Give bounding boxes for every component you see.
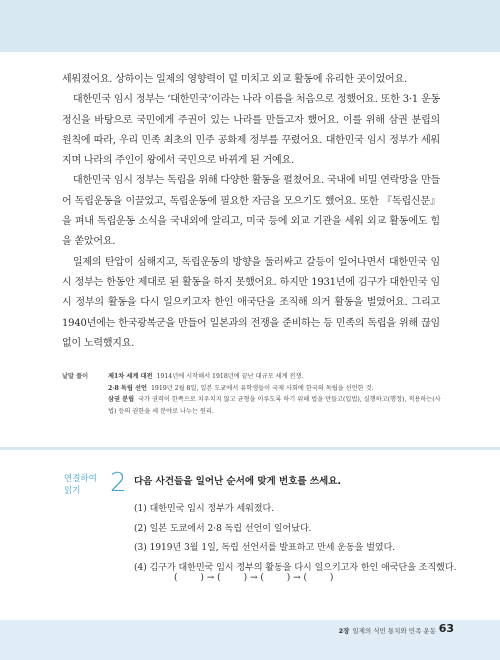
glossary-definition: 1914년에 시작해서 1918년에 끝난 대규모 세계 전쟁.: [156, 373, 304, 380]
paragraph: 세워졌어요. 상하이는 일제의 영향력이 덜 미치고 외교 활동에 유리한 곳이었어요.: [62, 74, 407, 85]
glossary-definition: 1919년 2월 8일, 일본 도쿄에서 유학생들이 국제 사회에 한국의 독립을 선언한 것.: [150, 384, 374, 392]
footer-title: 일제의 식민 통치와 민족 운동: [352, 627, 436, 635]
glossary-term: 제1차 세계 대전: [108, 373, 153, 380]
glossary-heading: 낱말 풀이: [62, 373, 89, 380]
exercise-label-line: 읽기: [64, 486, 81, 496]
glossary-term: 2·8 독립 선언: [108, 384, 147, 392]
exercise-item: (3) 1919년 3월 1일, 독립 선언서를 발표하고 만세 운동을 벌였다.: [134, 543, 396, 553]
paragraph: 대한민국 임시 정부는 ‘대한민국’이라는 나라 이름을 처음으로 정했어요. 또한 3·1 운동 정신을 바탕으로 국민에게 주권이 있는 나라를 만들고자 했어요. 이를 위해 삼권 분립의 원칙에 따라, 우리 민족 최초의 민주 공화제 정부를 꾸렸어요. 대한민국 임시 정부가 세워지며 나라의 주인이 왕에서 국민으로 바뀌게 된 거예요.: [62, 94, 440, 167]
section-divider: [0, 447, 500, 450]
answer-blanks[interactable]: ( ) → ( ) → ( ) → ( ): [174, 573, 334, 583]
glossary-term: 삼권 분립: [108, 396, 135, 403]
exercise-items: [134, 500, 464, 578]
header-band: [0, 0, 500, 52]
exercise-item: (2) 일본 도쿄에서 2·8 독립 선언이 일어났다.: [134, 523, 312, 534]
glossary-item: [108, 383, 448, 395]
glossary-item: [108, 394, 448, 417]
main-text: [62, 70, 440, 354]
exercise-label: [64, 473, 104, 497]
glossary-list: [108, 371, 448, 417]
glossary-item: [108, 371, 448, 383]
glossary-box: [62, 371, 454, 439]
paragraph: 일제의 탄압이 심해지고, 독립운동의 방향을 둘러싸고 갈등이 일어나면서 대한민국 임시 정부는 한동안 제대로 된 활동을 하지 못했어요. 하지만 1931년에 김구가 대한민국 임시 정부의 활동을 다시 일으키고자 한인 애국단을 조직해 의거 활동을 벌였어요. 그리고 1940년에는 한국광복군을 만들어 일본과의 전쟁을 준비하는 등 민족의 독립을 위해 끊임없이 노력했지요.: [62, 256, 440, 349]
glossary-definition: 국가 권력이 한쪽으로 치우치지 않고 균형을 이루도록 하기 위해 법을 만들고(입법), 실행하고(행정), 적용하는(사법) 등의 권한을 세 분야로 나누는 원리.: [108, 396, 441, 415]
exercise-item: (4) 김구가 대한민국 임시 정부의 활동을 다시 일으키고자 한인 애국단을 조직했다.: [134, 562, 457, 573]
exercise-label-line: 연결하여: [64, 474, 97, 484]
paragraph: 대한민국 임시 정부는 독립을 위해 다양한 활동을 펼쳤어요. 국내에 비밀 연락망을 만들어 독립운동을 이끌었고, 독립운동에 필요한 자금을 모으기도 했어요. 또한 『독립신문』을 펴내 독립운동 소식을 국내외에 알리고, 미국 등에 외교 기관을 세워 외교 활동에도 힘을 쏟았어요.: [62, 175, 440, 248]
footer-chapter: 2장: [338, 627, 350, 635]
exercise-item: (1) 대한민국 임시 정부가 세워졌다.: [134, 504, 275, 514]
exercise-section: [0, 455, 500, 605]
running-footer: [339, 626, 436, 635]
exercise-number: 2: [110, 468, 127, 498]
exercise-prompt: 다음 사건들을 일어난 순서에 맞게 번호를 쓰세요.: [134, 476, 341, 487]
page-number: 63: [438, 622, 454, 635]
